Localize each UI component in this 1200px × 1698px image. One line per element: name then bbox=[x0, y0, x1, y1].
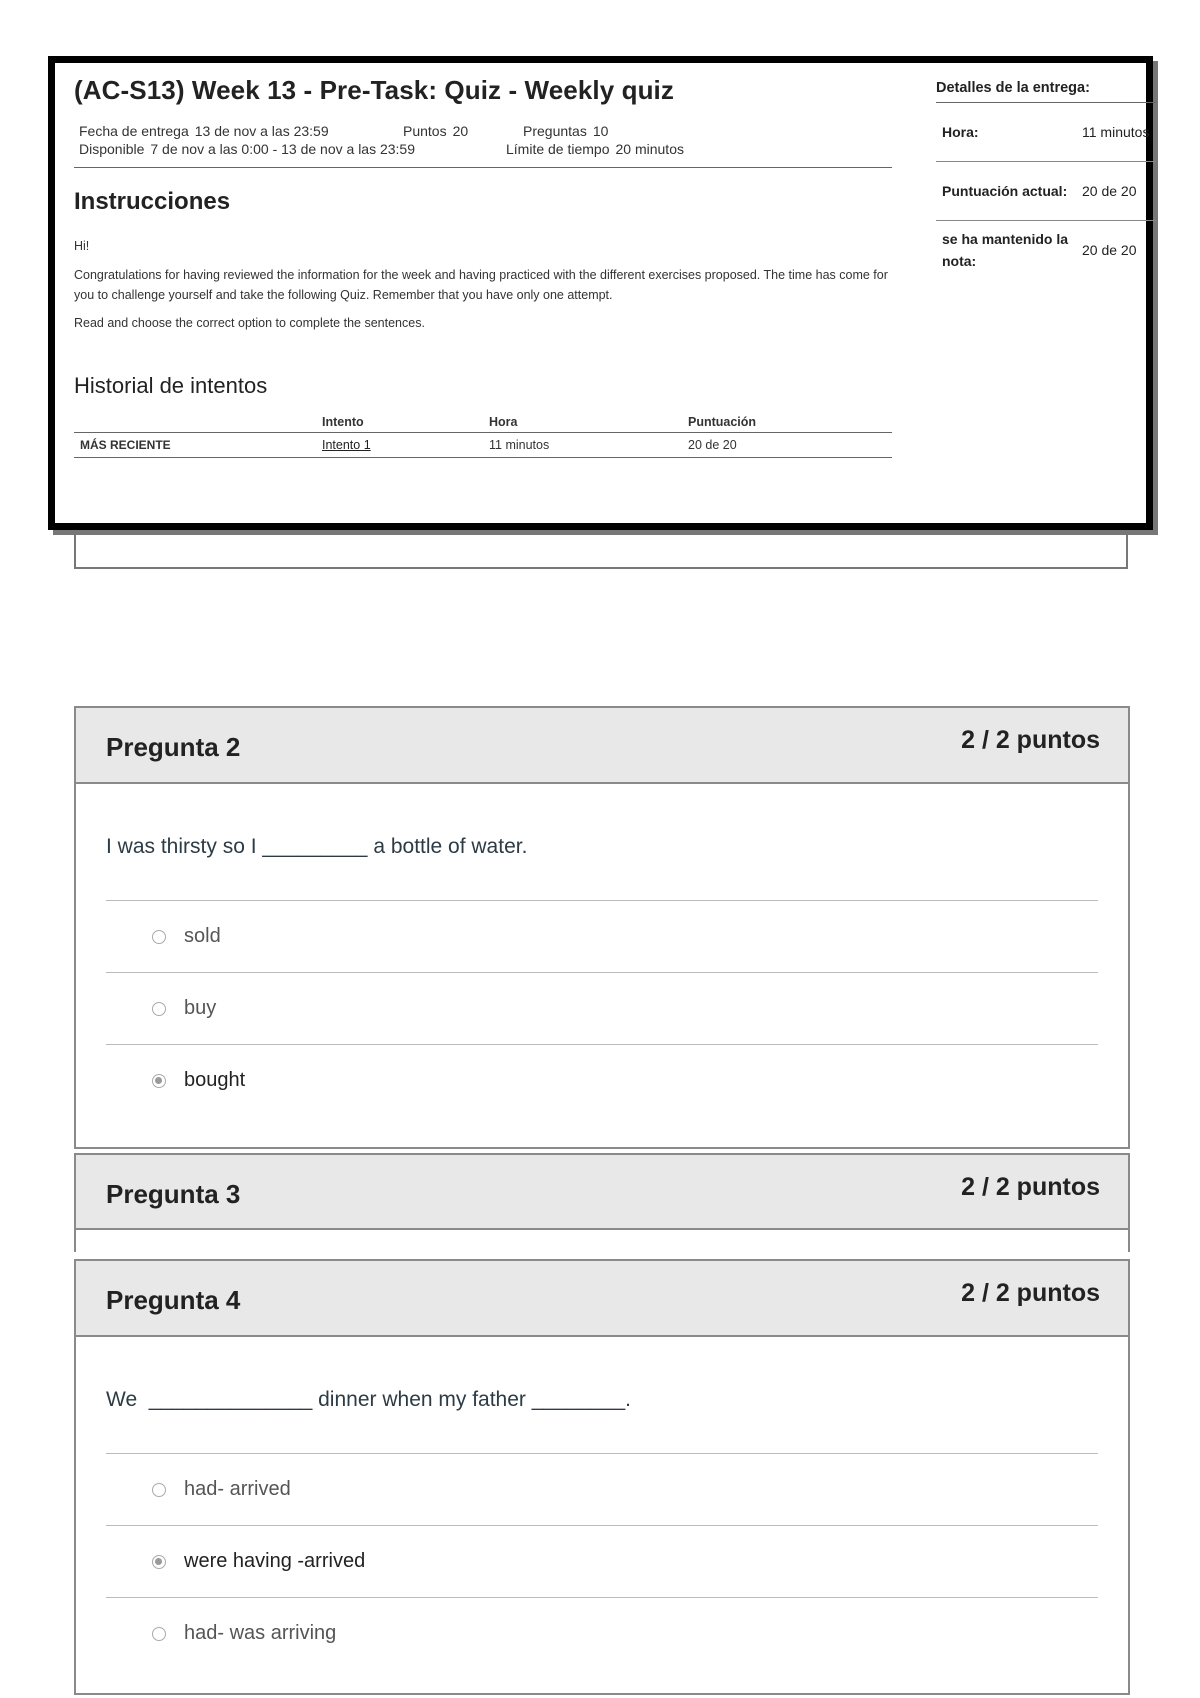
questions-label: Preguntas bbox=[523, 123, 587, 139]
instructions-congrats: Congratulations for having reviewed the information for the week and having practiced with the different exercises proposed. The time has come for you to challenge yourself and take the following Quiz. Remember that you have only one attempt. bbox=[74, 268, 888, 302]
due-date-label: Fecha de entrega bbox=[79, 123, 189, 139]
attempt-score: 20 de 20 bbox=[682, 433, 892, 458]
attempt-history-heading: Historial de intentos bbox=[74, 373, 268, 398]
question-header bbox=[76, 1155, 1128, 1228]
attempt-cell bbox=[316, 433, 483, 458]
detail-value: 20 de 20 bbox=[1082, 183, 1137, 199]
availability-label: Disponible bbox=[79, 141, 145, 157]
instructions-heading: Instrucciones bbox=[74, 188, 231, 215]
radio-checked-icon[interactable] bbox=[152, 1074, 166, 1088]
question-title: Pregunta 4 bbox=[106, 1285, 241, 1315]
attempt-history-table bbox=[74, 413, 892, 458]
quiz-title: (AC-S13) Week 13 - Pre-Task: Quiz - Weekly quiz bbox=[74, 75, 674, 105]
submission-details-heading: Detalles de la entrega: bbox=[936, 80, 1156, 103]
question-card-3-edge bbox=[1128, 1230, 1130, 1252]
time-limit-label: Límite de tiempo bbox=[506, 141, 610, 157]
due-date-value: 13 de nov a las 23:59 bbox=[194, 123, 329, 139]
answer-label: had- was arriving bbox=[184, 1622, 337, 1644]
answer-option[interactable] bbox=[106, 1598, 1098, 1669]
column-header-tag bbox=[74, 413, 316, 433]
quiz-meta-row-1 bbox=[79, 123, 892, 139]
radio-icon[interactable] bbox=[152, 930, 166, 944]
answer-option[interactable] bbox=[106, 901, 1098, 973]
question-header bbox=[76, 1261, 1128, 1337]
detail-row-time bbox=[936, 103, 1156, 162]
answer-option-selected[interactable] bbox=[106, 1526, 1098, 1598]
detail-value: 20 de 20 bbox=[1082, 242, 1137, 258]
detail-label: Puntuación actual: bbox=[942, 183, 1068, 199]
points-label: Puntos bbox=[403, 123, 447, 139]
question-title: Pregunta 3 bbox=[106, 1179, 241, 1209]
time-limit bbox=[506, 141, 806, 157]
column-header-score: Puntuación bbox=[682, 413, 892, 433]
time-limit-value: 20 minutos bbox=[615, 141, 684, 157]
question-body bbox=[76, 1337, 1128, 1669]
detail-label: se ha mantenido la nota: bbox=[942, 231, 1069, 269]
submission-details bbox=[936, 80, 1156, 279]
quiz-summary-main bbox=[74, 75, 892, 458]
attempt-history-header-row bbox=[74, 413, 892, 433]
column-header-time: Hora bbox=[483, 413, 682, 433]
detail-label: Hora: bbox=[942, 124, 979, 140]
attempt-time: 11 minutos bbox=[483, 433, 682, 458]
answer-option[interactable] bbox=[106, 1454, 1098, 1526]
divider bbox=[74, 167, 892, 168]
radio-icon[interactable] bbox=[152, 1483, 166, 1497]
question-points: 2 / 2 puntos bbox=[961, 726, 1100, 754]
question-card-3-edge bbox=[74, 1230, 76, 1252]
question-body bbox=[76, 784, 1128, 1116]
radio-checked-icon[interactable] bbox=[152, 1555, 166, 1569]
attempt-link[interactable]: Intento 1 bbox=[322, 438, 371, 452]
instructions-greeting: Hi! bbox=[74, 239, 90, 253]
question-title: Pregunta 2 bbox=[106, 732, 241, 762]
questions-count bbox=[523, 123, 723, 139]
answer-option-selected[interactable] bbox=[106, 1045, 1098, 1116]
answer-label: were having -arrived bbox=[184, 1550, 366, 1572]
question-points: 2 / 2 puntos bbox=[961, 1173, 1100, 1201]
questions-value: 10 bbox=[592, 123, 609, 139]
quiz-summary-card bbox=[48, 56, 1153, 530]
answer-label: buy bbox=[184, 997, 217, 1019]
answer-label: bought bbox=[184, 1069, 246, 1091]
radio-icon[interactable] bbox=[152, 1002, 166, 1016]
answer-option[interactable] bbox=[106, 973, 1098, 1045]
detail-row-current-score bbox=[936, 162, 1156, 221]
question-card-2 bbox=[74, 706, 1130, 1149]
answer-label: had- arrived bbox=[184, 1478, 291, 1500]
quiz-meta-row-2 bbox=[79, 141, 892, 157]
question-points: 2 / 2 puntos bbox=[961, 1279, 1100, 1307]
attempt-tag: MÁS RECIENTE bbox=[74, 433, 316, 458]
availability bbox=[79, 141, 506, 157]
column-header-attempt: Intento bbox=[316, 413, 483, 433]
question-card-4 bbox=[74, 1259, 1130, 1695]
due-date bbox=[79, 123, 403, 139]
table-row bbox=[74, 433, 892, 458]
question-text: I was thirsty so I _________ a bottle of water. bbox=[106, 784, 1098, 901]
answer-label: sold bbox=[184, 925, 221, 947]
points bbox=[403, 123, 523, 139]
question-card-3 bbox=[74, 1153, 1130, 1230]
points-value: 20 bbox=[452, 123, 469, 139]
instructions-read: Read and choose the correct option to complete the sentences. bbox=[74, 316, 425, 330]
detail-row-kept-score bbox=[936, 221, 1156, 279]
question-header bbox=[76, 708, 1128, 784]
radio-icon[interactable] bbox=[152, 1627, 166, 1641]
detail-value: 11 minutos bbox=[1082, 124, 1150, 140]
question-text: We ______________ dinner when my father ________. bbox=[106, 1337, 1098, 1454]
availability-value: 7 de nov a las 0:00 - 13 de nov a las 23:59 bbox=[150, 141, 416, 157]
